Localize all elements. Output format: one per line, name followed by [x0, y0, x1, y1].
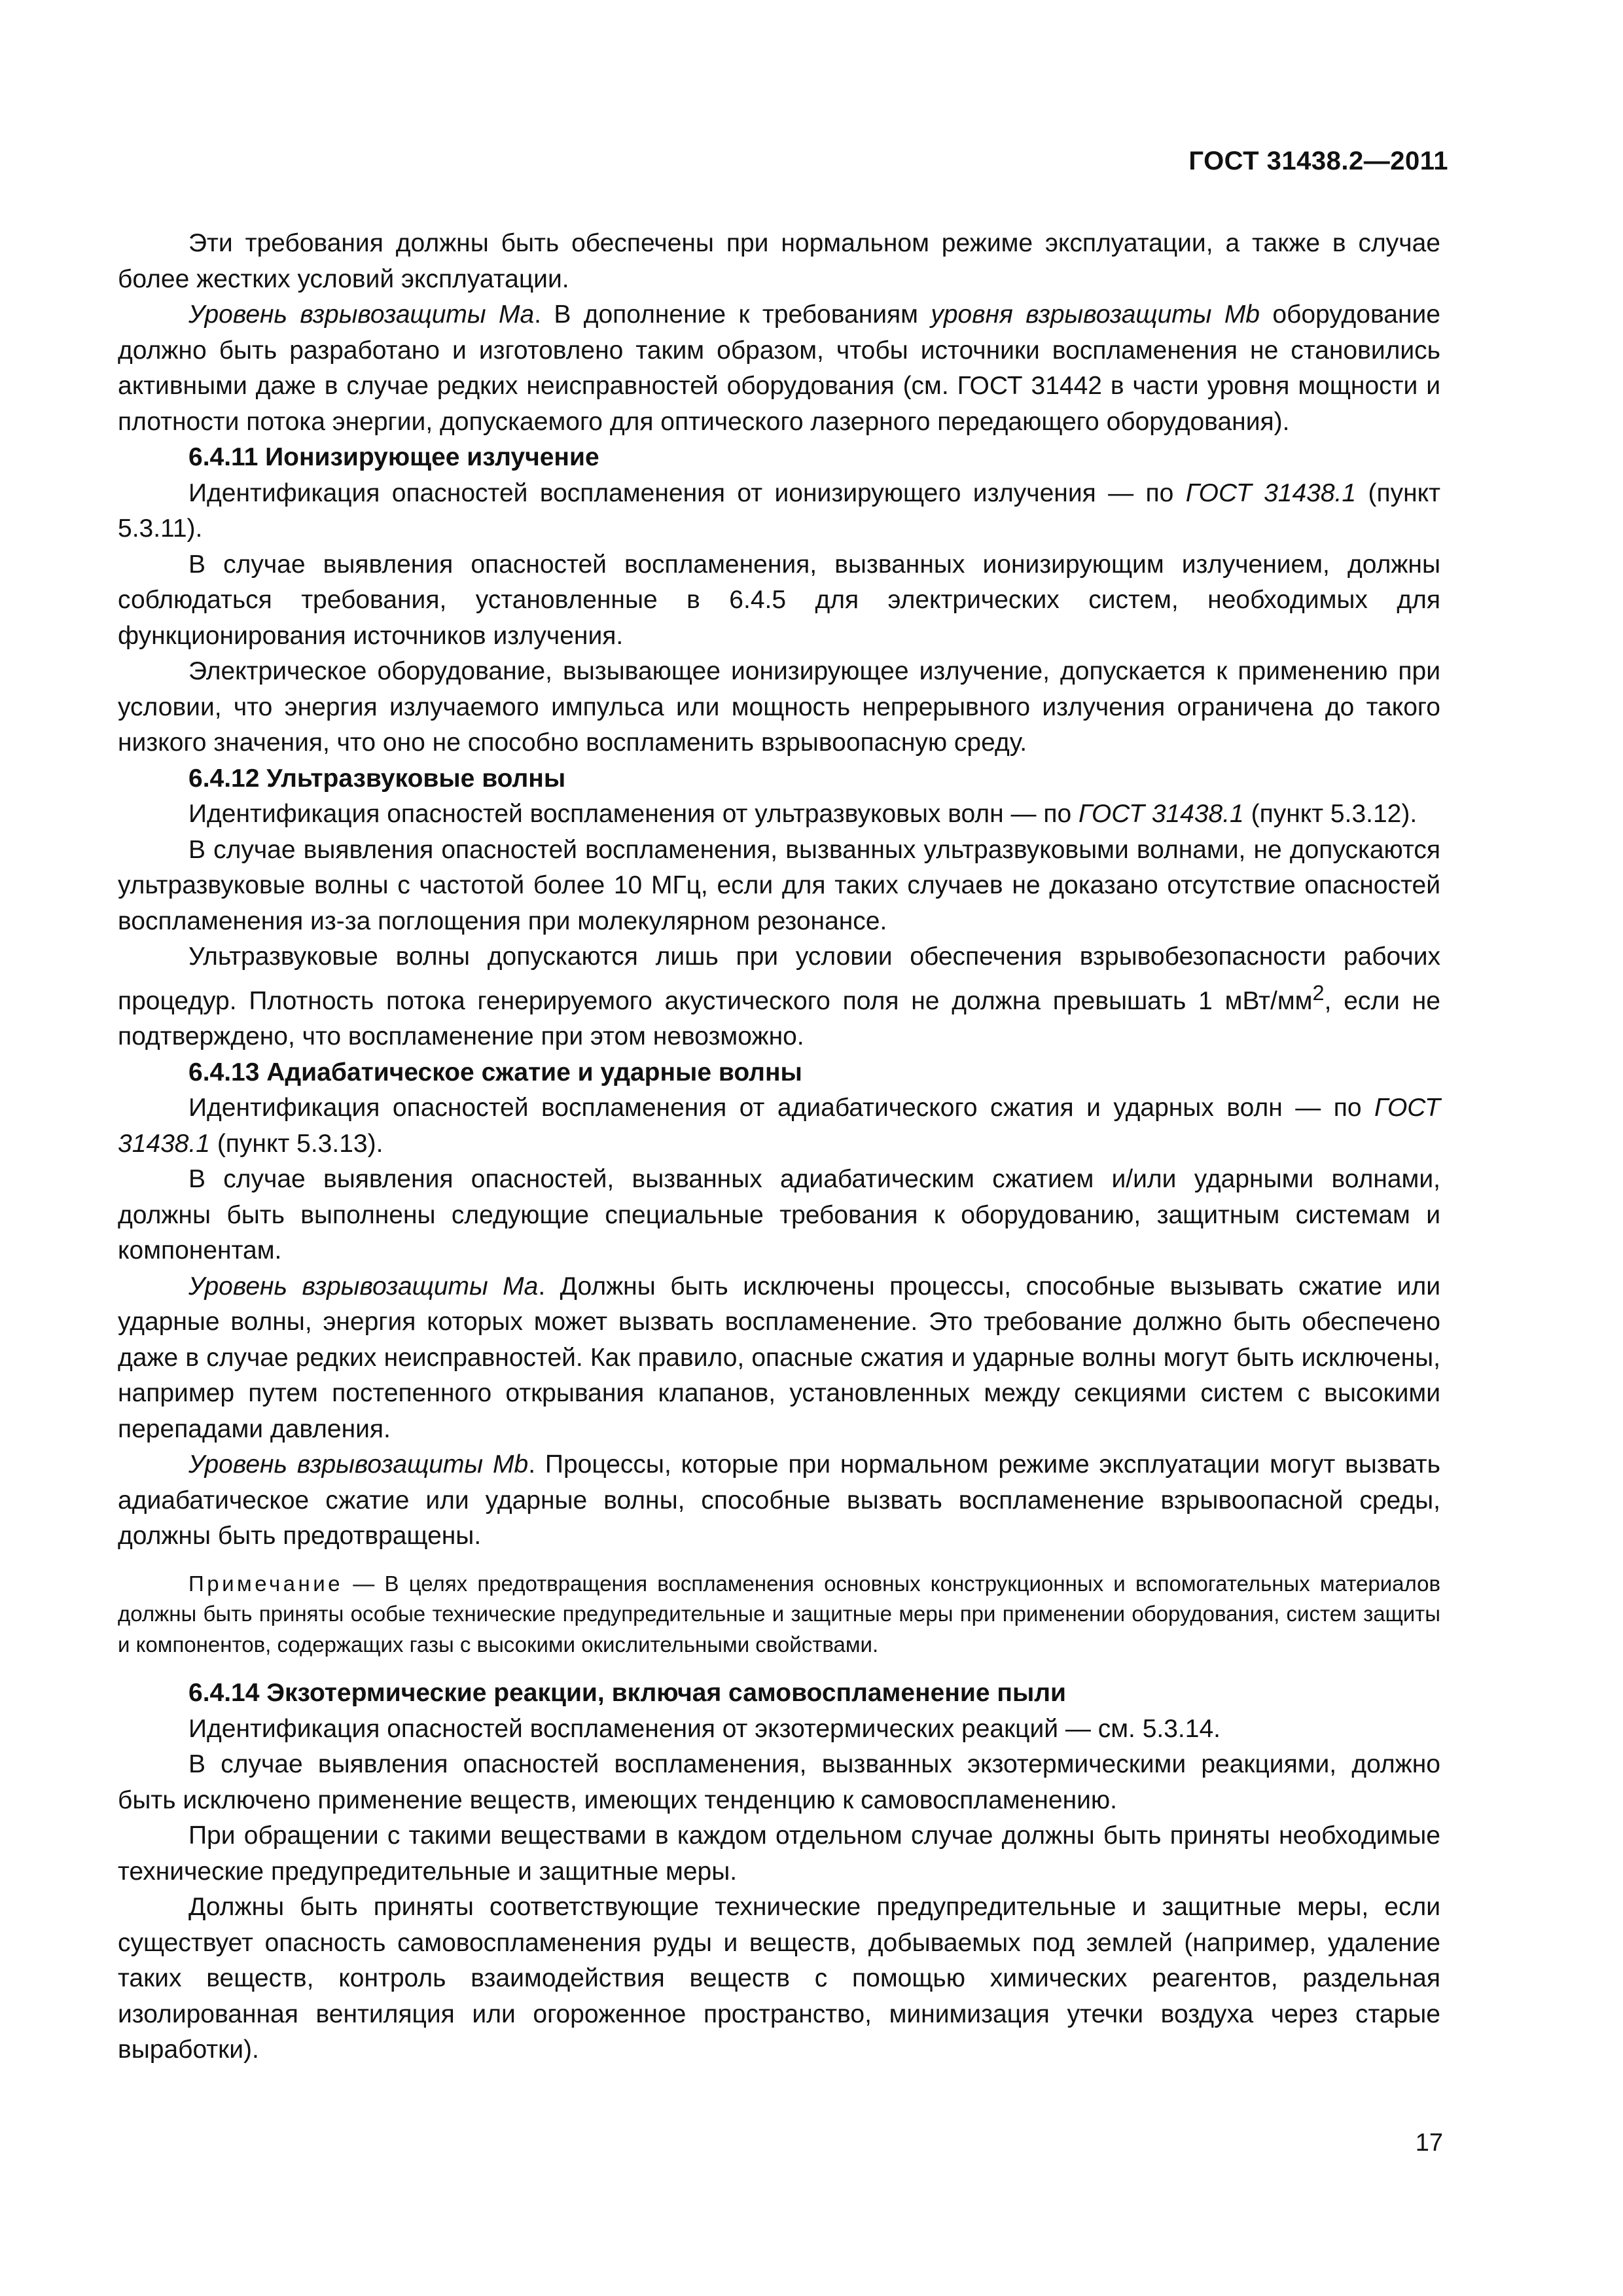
document-code-header: ГОСТ 31438.2—2011 [1188, 147, 1448, 175]
paragraph: Идентификация опасностей воспламенения от адиабатического сжатия и ударных волн — по ГОСТ 31438.1 (пункт 5.3.13). [118, 1094, 1440, 1158]
section-heading: 6.4.12 Ультразвуковые волны [188, 764, 566, 793]
paragraph: Уровень взрывозащиты Ma. В дополнение к требованиям уровня взрывозащиты Mb оборудование должно быть разработано и изготовлено таким образом, чтобы источники воспламенения не становились активными даже в случае редких неисправностей оборудования (см. ГОСТ 31442 в части уровня мощности и плотности потока энергии, допускаемого для оптического лазерного передающего оборудования). [118, 300, 1440, 436]
note-label: Примечание [188, 1571, 344, 1596]
protection-level-term: Уровень взрывозащиты Ma [188, 1272, 539, 1300]
document-body [118, 226, 1440, 2068]
standard-reference: ГОСТ 31438.1 [1078, 800, 1244, 828]
page-number: 17 [1415, 2129, 1443, 2157]
section-heading: 6.4.11 Ионизирующее излучение [188, 443, 599, 471]
section-heading: 6.4.14 Экзотермические реакции, включая самовоспламенение пыли [188, 1679, 1067, 1707]
protection-level-term: Уровень взрывозащиты Mb [188, 1450, 529, 1479]
superscript: 2 [1312, 980, 1325, 1005]
paragraph: В случае выявления опасностей воспламенения, вызванных экзотермическими реакциями, должно быть исключено применение веществ, имеющих тенденцию к самовоспламенению. [118, 1750, 1440, 1814]
paragraph: Идентификация опасностей воспламенения от экзотермических реакций — см. 5.3.14. [188, 1714, 1221, 1743]
paragraph: Электрическое оборудование, вызывающее ионизирующее излучение, допускается к применению при условии, что энергия излучаемого импульса или мощность непрерывного излучения ограничена до такого низкого значения, что оно не способно воспламенить взрывоопасную среду. [118, 657, 1440, 757]
standard-reference: ГОСТ 31438.1 [118, 1094, 1440, 1158]
paragraph: В случае выявления опасностей воспламенения, вызванных ионизирующим излучением, должны соблюдаться требования, установленные в 6.4.5 для электрических систем, необходимых для функционирования источников излучения. [118, 550, 1440, 650]
paragraph: Ультразвуковые волны допускаются лишь при условии обеспечения взрывобезопасности рабочих процедур. Плотность потока генерируемого акустического поля не должна превышать 1 мВт/$мм^2$, если не подтверждено, что воспламенение при этом невозможно. [118, 942, 1440, 1050]
paragraph: Идентификация опасностей воспламенения от ионизирующего излучения — по ГОСТ 31438.1 (пункт 5.3.11). [118, 478, 1440, 543]
protection-level-term: уровня взрывозащиты Mb [931, 300, 1260, 329]
paragraph: При обращении с такими веществами в каждом отдельном случае должны быть приняты необходимые технические предупредительные и защитные меры. [118, 1821, 1440, 1886]
paragraph: Уровень взрывозащиты Mb. Процессы, которые при нормальном режиме эксплуатации могут вызвать адиабатическое сжатие или ударные волны, способные вызвать воспламенение взрывоопасной среды, должны быть предотвращены. [118, 1450, 1440, 1550]
paragraph: Идентификация опасностей воспламенения от ультразвуковых волн — по ГОСТ 31438.1 (пункт 5.3.12). [188, 800, 1418, 828]
standard-reference: ГОСТ 31438.1 [1185, 478, 1357, 507]
paragraph: В случае выявления опасностей, вызванных адиабатическим сжатием и/или ударными волнами, должны быть выполнены следующие специальные требования к оборудованию, защитным системам и компонентам. [118, 1165, 1440, 1265]
paragraph: В случае выявления опасностей воспламенения, вызванных ультразвуковыми волнами, не допускаются ультразвуковые волны с частотой более 10 МГц, если для таких случаев не доказано отсутствие опасностей воспламенения из-за поглощения при молекулярном резонансе. [118, 835, 1440, 935]
section-heading: 6.4.13 Адиабатическое сжатие и ударные волны [188, 1058, 802, 1086]
note-paragraph: Примечание — В целях предотвращения воспламенения основных конструкционных и вспомогательных материалов должны быть приняты особые технические предупредительные и защитные меры при применении оборудования, систем защиты и компонентов, содержащих газы с высокими окислительными свойствами. [118, 1571, 1440, 1657]
paragraph: Уровень взрывозащиты Ma. Должны быть исключены процессы, способные вызывать сжатие или ударные волны, энергия которых может вызвать воспламенение. Это требование должно быть обеспечено даже в случае редких неисправностей. Как правило, опасные сжатия и ударные волны могут быть исключены, например путем постепенного открывания клапанов, установленных между секциями систем с высокими перепадами давления. [118, 1272, 1440, 1443]
paragraph: Должны быть приняты соответствующие технические предупредительные и защитные меры, если существует опасность самовоспламенения руды и веществ, добываемых под землей (например, удаление таких веществ, контроль взаимодействия веществ с помощью химических реагентов, раздельная изолированная вентиляция или огороженное пространство, минимизация утечки воздуха через старые выработки). [118, 1893, 1440, 2064]
protection-level-term: Уровень взрывозащиты Ma [188, 300, 535, 329]
paragraph: Эти требования должны быть обеспечены при нормальном режиме эксплуатации, а также в случае более жестких условий эксплуатации. [118, 229, 1440, 293]
